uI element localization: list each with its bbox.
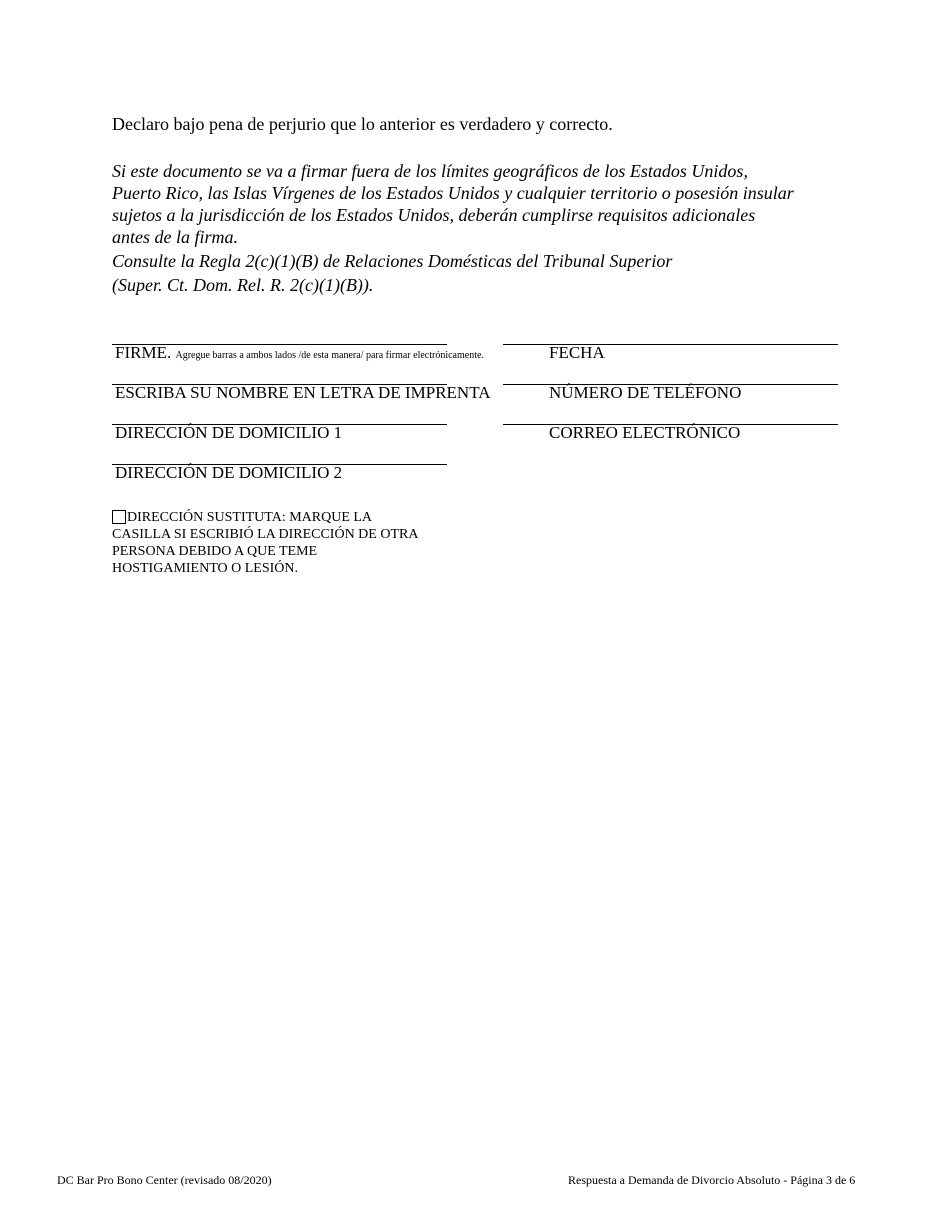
date-label: FECHA: [549, 343, 605, 362]
substitute-address: [112, 509, 442, 577]
notice-line: antes de la firma.: [112, 227, 238, 247]
substitute-address-line: CASILLA SI ESCRIBIÓ LA DIRECCIÓN DE OTRA: [112, 527, 419, 542]
perjury-declaration: Declaro bajo pena de perjurio que lo anterior es verdadero y correcto.: [112, 114, 613, 134]
phone-label: NÚMERO DE TELÉFONO: [549, 383, 742, 402]
address2-label: DIRECCIÓN DE DOMICILIO 2: [115, 463, 343, 482]
substitute-address-line: [112, 509, 442, 526]
signature-note: Agregue barras a ambos lados /de esta manera/ para firmar electrónicamente.: [175, 350, 484, 361]
signing-location-notice: [112, 160, 842, 296]
notice-line: (Super. Ct. Dom. Rel. R. 2(c)(1)(B)).: [112, 275, 374, 295]
notice-line: Si este documento se va a firmar fuera de los límites geográficos de los Estados Unidos,: [112, 161, 748, 181]
footer-left: DC Bar Pro Bono Center (revisado 08/2020): [57, 1173, 272, 1187]
substitute-address-line: PERSONA DEBIDO A QUE TEME: [112, 544, 318, 559]
notice-line: Puerto Rico, las Islas Vírgenes de los Estados Unidos y cualquier territorio o posesión insular: [112, 183, 794, 203]
substitute-address-text: DIRECCIÓN SUSTITUTA: MARQUE LA: [127, 510, 373, 525]
print-name-label: ESCRIBA SU NOMBRE EN LETRA DE IMPRENTA: [115, 383, 491, 402]
signature-label-text: FIRME.: [115, 343, 172, 362]
substitute-address-line: HOSTIGAMIENTO O LESIÓN.: [112, 561, 299, 576]
signature-label: [115, 343, 484, 366]
notice-line: sujetos a la jurisdicción de los Estados Unidos, deberán cumplirse requisitos adicionales: [112, 205, 756, 225]
footer-right: Respuesta a Demanda de Divorcio Absoluto - Página 3 de 6: [568, 1173, 856, 1187]
substitute-address-checkbox[interactable]: [112, 510, 126, 524]
notice-line: Consulte la Regla 2(c)(1)(B) de Relaciones Domésticas del Tribunal Superior: [112, 251, 673, 271]
address1-label: DIRECCIÓN DE DOMICILIO 1: [115, 423, 343, 442]
email-label: CORREO ELECTRÓNICO: [549, 423, 741, 442]
